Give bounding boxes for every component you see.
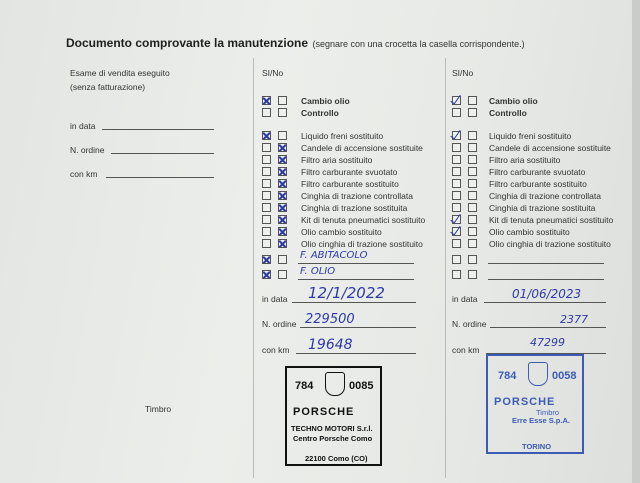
left-date-line bbox=[102, 129, 214, 130]
left-km-line bbox=[106, 177, 214, 178]
item-label: Candele di accensione sostituite bbox=[489, 143, 611, 153]
checkbox-no[interactable] bbox=[278, 143, 287, 152]
checkbox-no[interactable] bbox=[468, 167, 477, 176]
checkbox-no[interactable] bbox=[468, 155, 477, 164]
order-label: N. ordine bbox=[262, 319, 297, 329]
checkbox-no[interactable] bbox=[468, 96, 477, 105]
left-order-line bbox=[111, 153, 214, 154]
stamp-code: 784 bbox=[295, 380, 314, 392]
item-label: Kit di tenuta pneumatici sostituito bbox=[301, 215, 426, 225]
order-number: 2377 bbox=[560, 313, 588, 326]
checkbox-si[interactable] bbox=[452, 239, 461, 248]
checkbox-no[interactable] bbox=[278, 255, 287, 264]
dealer-stamp bbox=[486, 354, 584, 454]
page-title: Documento comprovante la manutenzione bbox=[66, 36, 309, 50]
stamp-city: TORINO bbox=[522, 442, 552, 451]
stamp-code-2: 0058 bbox=[552, 370, 577, 382]
oil-change-label: Cambio olio bbox=[301, 96, 350, 106]
item-label: Cinghia di trazione controllata bbox=[301, 191, 413, 201]
checkbox-si[interactable] bbox=[262, 108, 271, 117]
column-divider bbox=[445, 58, 446, 478]
stamp-company: Erre Esse S.p.A. bbox=[512, 416, 570, 425]
order-number: 229500 bbox=[305, 312, 355, 327]
left-order-label: N. ordine bbox=[70, 145, 105, 155]
custom-item-1: F. ABITACOLO bbox=[300, 250, 368, 261]
right-stamp-label: Timbro bbox=[536, 408, 560, 417]
order-line bbox=[300, 327, 416, 328]
porsche-logo: PORSCHE bbox=[494, 396, 556, 408]
checkbox-no[interactable] bbox=[278, 239, 287, 248]
checkbox-si[interactable] bbox=[262, 96, 271, 105]
checkbox-si[interactable] bbox=[262, 167, 271, 176]
order-label: N. ordine bbox=[452, 319, 487, 329]
item-label: Filtro aria sostituito bbox=[489, 155, 561, 165]
checkbox-no[interactable] bbox=[278, 270, 287, 279]
item-label: Olio cinghia di trazione sostituito bbox=[489, 239, 611, 249]
checkbox-no[interactable] bbox=[278, 96, 287, 105]
checkbox-no[interactable] bbox=[468, 108, 477, 117]
sale-exam-label: Esame di vendita eseguito bbox=[70, 68, 170, 78]
si-no-header: SI/No bbox=[452, 68, 474, 78]
checkbox-no[interactable] bbox=[468, 131, 477, 140]
checkbox-no[interactable] bbox=[468, 143, 477, 152]
item-label: Liquido freni sostituito bbox=[489, 131, 572, 141]
service-date: 01/06/2023 bbox=[512, 287, 582, 301]
checkbox-no[interactable] bbox=[278, 227, 287, 236]
item-label: Cinghia di trazione controllata bbox=[489, 191, 601, 201]
checkbox-no[interactable] bbox=[278, 155, 287, 164]
item-label: Candele di accensione sostituite bbox=[301, 143, 423, 153]
mileage: 19648 bbox=[308, 337, 353, 353]
checkbox-no[interactable] bbox=[278, 191, 287, 200]
checkbox-si[interactable] bbox=[262, 179, 271, 188]
checkbox-no[interactable] bbox=[278, 203, 287, 212]
item-label: Filtro aria sostituito bbox=[301, 155, 373, 165]
checkbox-no[interactable] bbox=[278, 108, 287, 117]
page-subtitle: (segnare con una crocetta la casella corrispondente.) bbox=[312, 39, 525, 49]
porsche-crest-icon bbox=[528, 362, 548, 386]
si-no-header: SI/No bbox=[262, 68, 284, 78]
custom-line-1 bbox=[488, 263, 604, 264]
km-label: con km bbox=[262, 345, 290, 355]
item-label: Kit di tenuta pneumatici sostituito bbox=[489, 215, 614, 225]
checkbox-si[interactable] bbox=[262, 255, 271, 264]
stamp-code: 784 bbox=[498, 370, 517, 382]
date-line bbox=[292, 302, 416, 303]
item-label: Filtro carburante svuotato bbox=[301, 167, 398, 177]
checkbox-si[interactable] bbox=[262, 143, 271, 152]
checkbox-no[interactable] bbox=[468, 227, 477, 236]
item-label: Filtro carburante sostituito bbox=[301, 179, 399, 189]
checkbox-si[interactable] bbox=[452, 191, 461, 200]
inspection-label: Controllo bbox=[489, 108, 527, 118]
checkbox-si[interactable] bbox=[452, 131, 461, 140]
checkbox-si[interactable] bbox=[262, 227, 271, 236]
checkbox-si[interactable] bbox=[452, 108, 461, 117]
checkbox-si[interactable] bbox=[452, 167, 461, 176]
item-label: Filtro carburante sostituito bbox=[489, 179, 587, 189]
inspection-label: Controllo bbox=[301, 108, 339, 118]
no-invoice-label: (senza fatturazione) bbox=[70, 82, 146, 92]
stamp-center: Centro Porsche Como bbox=[293, 434, 373, 443]
date-label: in data bbox=[452, 294, 478, 304]
porsche-logo: PORSCHE bbox=[293, 406, 355, 418]
checkbox-si[interactable] bbox=[452, 179, 461, 188]
checkbox-no[interactable] bbox=[278, 131, 287, 140]
item-label: Cinghia di trazione sostituita bbox=[489, 203, 596, 213]
checkbox-no[interactable] bbox=[468, 270, 477, 279]
checkbox-si[interactable] bbox=[262, 215, 271, 224]
porsche-crest-icon bbox=[325, 372, 345, 396]
service-date: 12/1/2022 bbox=[308, 284, 385, 302]
date-line bbox=[484, 302, 606, 303]
checkbox-si[interactable] bbox=[262, 203, 271, 212]
checkbox-no[interactable] bbox=[468, 203, 477, 212]
item-label: Liquido freni sostituito bbox=[301, 131, 384, 141]
item-label: Cinghia di trazione sostituita bbox=[301, 203, 408, 213]
oil-change-label: Cambio olio bbox=[489, 96, 538, 106]
stamp-code-2: 0085 bbox=[349, 380, 374, 392]
checkbox-no[interactable] bbox=[468, 191, 477, 200]
left-date-label: in data bbox=[70, 121, 96, 131]
page-header bbox=[66, 34, 525, 52]
left-km-label: con km bbox=[70, 169, 98, 179]
km-line bbox=[296, 353, 416, 354]
checkbox-no[interactable] bbox=[278, 215, 287, 224]
stamp-company: TECHNO MOTORI S.r.l. bbox=[291, 424, 373, 433]
checkbox-si[interactable] bbox=[262, 270, 271, 279]
checkbox-si[interactable] bbox=[452, 155, 461, 164]
checkbox-no[interactable] bbox=[278, 179, 287, 188]
stamp-address: 22100 Como (CO) bbox=[305, 454, 368, 463]
order-line bbox=[490, 327, 606, 328]
checkbox-si[interactable] bbox=[452, 270, 461, 279]
custom-line-1 bbox=[298, 263, 414, 264]
checkbox-si[interactable] bbox=[262, 239, 271, 248]
checkbox-no[interactable] bbox=[468, 179, 477, 188]
item-label: Filtro carburante svuotato bbox=[489, 167, 586, 177]
checkbox-si[interactable] bbox=[262, 131, 271, 140]
checkbox-si[interactable] bbox=[452, 96, 461, 105]
custom-item-2: F. OLIO bbox=[300, 266, 336, 277]
checkbox-si[interactable] bbox=[452, 255, 461, 264]
custom-line-2 bbox=[298, 279, 414, 280]
checkbox-si[interactable] bbox=[452, 227, 461, 236]
page-edge bbox=[632, 0, 640, 483]
checkbox-no[interactable] bbox=[468, 255, 477, 264]
mileage: 47299 bbox=[530, 336, 565, 349]
date-label: in data bbox=[262, 294, 288, 304]
column-divider bbox=[253, 58, 254, 478]
left-stamp-label: Timbro bbox=[145, 404, 172, 414]
item-label: Olio cinghia di trazione sostituito bbox=[301, 239, 423, 249]
checkbox-si[interactable] bbox=[262, 155, 271, 164]
checkbox-si[interactable] bbox=[452, 143, 461, 152]
custom-line-2 bbox=[488, 279, 604, 280]
item-label: Olio cambio sostituito bbox=[489, 227, 570, 237]
checkbox-si[interactable] bbox=[262, 191, 271, 200]
dealer-stamp bbox=[285, 366, 382, 466]
checkbox-no[interactable] bbox=[468, 239, 477, 248]
checkbox-no[interactable] bbox=[468, 215, 477, 224]
km-label: con km bbox=[452, 345, 480, 355]
checkbox-no[interactable] bbox=[278, 167, 287, 176]
item-label: Olio cambio sostituito bbox=[301, 227, 382, 237]
